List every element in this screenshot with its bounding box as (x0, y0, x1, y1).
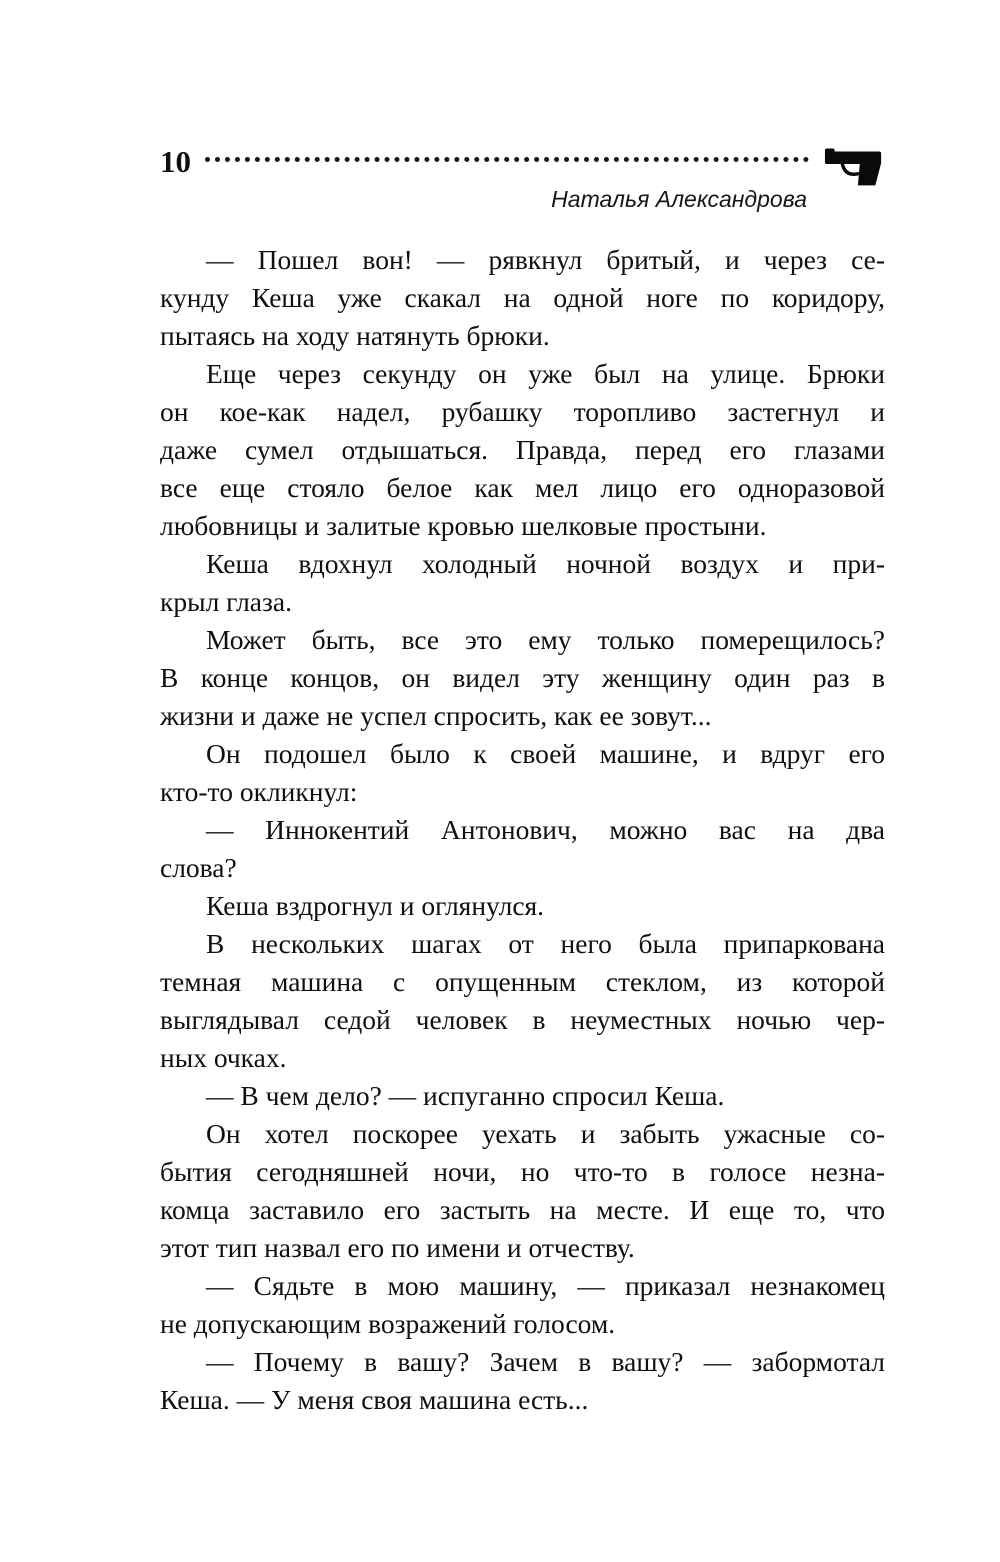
text-line: — Иннокентий Антонович, можно вас на два (206, 814, 885, 845)
text-line: крыл глаза. (160, 586, 292, 617)
paragraph (160, 1343, 885, 1419)
text-line: — В чем дело? — испуганно спросил Кеша. (206, 1080, 725, 1111)
text-line: любовницы и залитые кровью шелковые простыни. (160, 510, 767, 541)
text-line: слова? (160, 852, 237, 883)
text-line: — Почему в вашу? Зачем в вашу? — забормотал (206, 1346, 885, 1377)
text-line: Может быть, все это ему только померещилось? (206, 624, 885, 655)
dotted-rule (205, 157, 809, 162)
text-line: пытаясь на ходу натянуть брюки. (160, 320, 550, 351)
text-line: — Пошел вон! — рявкнул бритый, и через се- (206, 244, 885, 275)
page-header (160, 138, 885, 184)
text-line: темная машина с опущенным стеклом, из которой (160, 966, 885, 997)
pistol-icon (823, 142, 885, 188)
paragraph (160, 1115, 885, 1267)
paragraph (160, 811, 885, 887)
author-name: Наталья Александрова (551, 186, 807, 212)
text-line: комца заставило его застыть на месте. И еще то, что (160, 1194, 885, 1225)
paragraph (160, 545, 885, 621)
text-line: этот тип назвал его по имени и отчеству. (160, 1232, 635, 1263)
paragraph (160, 1077, 885, 1115)
text-line: кто-то окликнул: (160, 776, 358, 807)
paragraph (160, 735, 885, 811)
text-line: он кое-как надел, рубашку торопливо застегнул и (160, 396, 885, 427)
text-line: Кеша. — У меня своя машина есть... (160, 1384, 589, 1415)
text-line: ных очках. (160, 1042, 287, 1073)
text-line: все еще стояло белое как мел лицо его одноразовой (160, 472, 885, 503)
text-line: Кеша вдохнул холодный ночной воздух и при- (206, 548, 885, 579)
paragraph (160, 887, 885, 925)
text-line: не допускающим возражений голосом. (160, 1308, 616, 1339)
paragraph (160, 1267, 885, 1343)
paragraph (160, 241, 885, 355)
text-line: выглядывал седой человек в неуместных ночью чер- (160, 1004, 885, 1035)
text-line: Он подошел было к своей машине, и вдруг его (206, 738, 885, 769)
text-line: даже сумел отдышаться. Правда, перед его глазами (160, 434, 885, 465)
paragraph (160, 355, 885, 545)
text-line: Он хотел поскорее уехать и забыть ужасные со- (206, 1118, 885, 1149)
page-number: 10 (160, 143, 191, 179)
author-line (160, 186, 885, 213)
text-line: В конце концов, он видел эту женщину один раз в (160, 662, 885, 693)
text-line: кунду Кеша уже скакал на одной ноге по коридору, (160, 282, 885, 313)
paragraph (160, 621, 885, 735)
paragraph (160, 925, 885, 1077)
page-body (160, 241, 885, 1419)
text-line: бытия сегодняшней ночи, но что-то в голосе незна- (160, 1156, 885, 1187)
text-line: В нескольких шагах от него была припаркована (206, 928, 885, 959)
text-line: жизни и даже не успел спросить, как ее зовут... (160, 700, 712, 731)
text-line: Кеша вздрогнул и оглянулся. (206, 890, 545, 921)
text-line: — Сядьте в мою машину, — приказал незнакомец (206, 1270, 885, 1301)
text-line: Еще через секунду он уже был на улице. Брюки (206, 358, 885, 389)
